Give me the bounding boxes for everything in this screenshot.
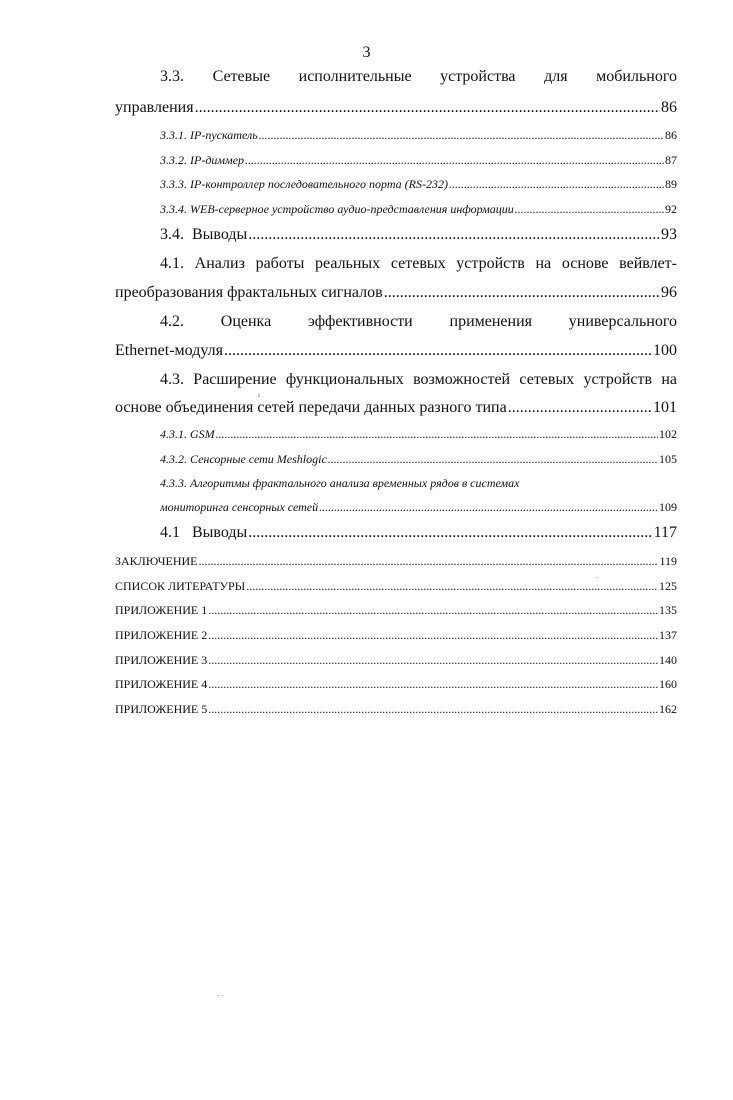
leader-dots [384,284,660,302]
toc-entry-page: 100 [653,342,677,359]
toc-entry-title: мониторинга сенсорных сетей [160,500,319,514]
toc-entry-title: основе объединения сетей передачи данных разного типа [115,399,507,416]
leader-dots [319,500,658,515]
toc-entry-3-4[interactable] [160,226,677,244]
leader-dots [259,128,664,143]
leader-dots [245,153,664,168]
leader-dots [208,653,658,668]
toc-entry-title: ПРИЛОЖЕНИЕ 3 [115,653,208,667]
leader-dots [208,702,658,717]
toc-entry-4-3-2[interactable] [160,452,677,467]
toc-entry-page: 96 [661,284,677,301]
toc-entry-appendix-1[interactable] [115,603,677,618]
toc-entry-title: ПРИЛОЖЕНИЕ 2 [115,628,208,642]
toc-entry-page: 119 [659,554,677,568]
toc-entry-4-2[interactable] [115,342,677,360]
toc-entry-page: 93 [661,226,677,243]
toc-entry-title: ПРИЛОЖЕНИЕ 1 [115,603,208,617]
toc-entry-3-3-line1[interactable]: 3.3. Сетевые исполнительные устройства для мобильного [160,68,677,85]
leader-dots [216,427,658,442]
toc-entry-appendix-4[interactable] [115,677,677,692]
toc-entry-4-2-line1[interactable]: 4.2. Оценка эффективности применения универсального [160,313,677,330]
toc-entry-title: 3.3.1. IP-пускатель [160,128,258,142]
toc-entry-page: 86 [661,99,677,116]
toc-entry-title: ПРИЛОЖЕНИЕ 5 [115,702,208,716]
toc-entry-page: 162 [659,702,677,716]
toc-entry-page: 102 [659,427,677,441]
toc-entry-page: 101 [653,399,677,416]
toc-entry-title: 3.4. Выводы [160,226,248,243]
leader-dots [208,628,658,643]
toc-entry-page: 89 [665,177,677,191]
toc-entry-4-1-line1[interactable]: 4.1. Анализ работы реальных сетевых устройств на основе вейвлет- [160,255,677,272]
toc-entry-4-1-conclusions[interactable] [160,524,677,542]
leader-dots [199,554,659,569]
leader-dots [208,603,658,618]
toc-entry-3-3-4[interactable] [160,202,677,217]
toc-entry-page: 160 [659,677,677,691]
toc-entry-page: 135 [659,603,677,617]
toc-entry-4-3-3[interactable] [160,500,677,515]
scan-speck: · [596,574,599,582]
toc-entry-title: ЗАКЛЮЧЕНИЕ [115,554,198,568]
toc-entry-page: 137 [659,628,677,642]
toc-entry-title: 3.3.4. WEB-серверное устройство аудио-представления информации [160,202,514,216]
toc-entry-page: 86 [665,128,677,142]
toc-entry-title: 4.1 Выводы [160,524,248,541]
toc-entry-conclusion[interactable] [115,554,677,569]
toc-entry-4-3-line1[interactable]: 4.3. Расширение функциональных возможностей сетевых устройств на [160,371,677,388]
leader-dots [508,399,652,417]
toc-entry-title: СПИСОК ЛИТЕРАТУРЫ [115,579,246,593]
toc-entry-3-3-1[interactable] [160,128,677,143]
toc-entry-title: Ethernet-модуля [115,342,223,359]
toc-entry-title: управления [115,99,194,116]
toc-entry-title: 4.3.2. Сенсорные сети Meshlogic [160,452,327,466]
toc-entry-references[interactable] [115,579,677,594]
toc-entry-title: 3.3.3. IP-контроллер последовательного порта (RS-232) [160,177,448,191]
toc-entry-appendix-2[interactable] [115,628,677,643]
leader-dots [328,452,658,467]
toc-entry-appendix-3[interactable] [115,653,677,668]
toc-entry-page: 109 [659,500,677,514]
toc-entry-4-3-3-line1[interactable]: 4.3.3. Алгоритмы фрактального анализа временных рядов в системах [160,476,520,490]
toc-entry-title: преобразования фрактальных сигналов [115,284,383,301]
toc-entry-title: 3.3.2. IP-диммер [160,153,245,167]
toc-entry-4-3-1[interactable] [160,427,677,442]
toc-entry-3-3[interactable] [115,99,677,117]
scan-speck: · · [217,992,224,1000]
toc-entry-page: 140 [659,653,677,667]
toc-entry-page: 92 [665,202,677,216]
toc-entry-page: 117 [653,524,677,541]
leader-dots [248,524,652,542]
scan-speck: ı [258,391,260,399]
toc-entry-3-3-2[interactable] [160,153,677,168]
toc-entry-4-3[interactable] [115,399,677,417]
toc-entry-4-1[interactable] [115,284,677,302]
page-number: 3 [362,44,371,61]
leader-dots [449,177,664,192]
toc-entry-title: 4.3.1. GSM [160,427,215,441]
leader-dots [208,677,658,692]
toc-entry-page: 105 [659,452,677,466]
leader-dots [248,226,660,244]
toc-entry-appendix-5[interactable] [115,702,677,717]
leader-dots [515,202,664,217]
leader-dots [224,342,652,360]
toc-entry-page: 87 [665,153,677,167]
toc-entry-3-3-3[interactable] [160,177,677,192]
toc-entry-title: ПРИЛОЖЕНИЕ 4 [115,677,208,691]
leader-dots [195,99,660,117]
toc-entry-page: 125 [659,579,677,593]
